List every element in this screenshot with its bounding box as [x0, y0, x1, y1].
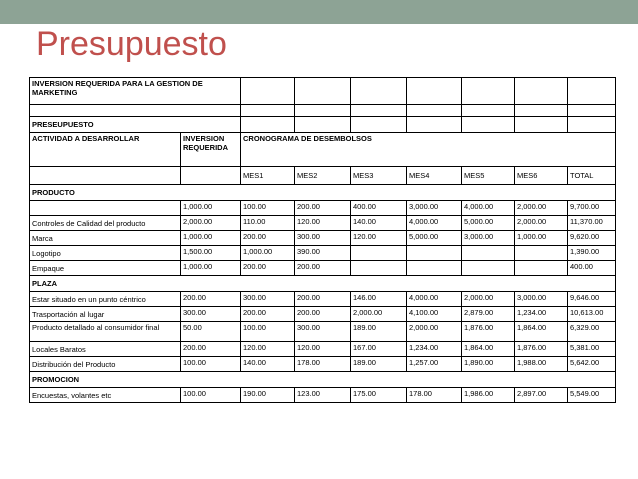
slide-accent-bar: [0, 0, 638, 24]
amount-cell: 300.00: [181, 307, 241, 322]
amount-cell: 1,864.00: [462, 342, 515, 357]
amount-cell: 178.00: [295, 357, 351, 372]
table-title-cell: INVERSION REQUERIDA PARA LA GESTION DE MARKETING: [30, 78, 241, 105]
row-label: Estar situado en un punto céntrico: [30, 292, 181, 307]
amount-cell: 100.00: [241, 201, 295, 216]
amount-cell: 200.00: [295, 201, 351, 216]
table-row: [30, 342, 616, 357]
row-label: Trasportación al lugar: [30, 307, 181, 322]
amount-cell: 140.00: [241, 357, 295, 372]
amount-cell: 2,000.00: [515, 201, 568, 216]
row-label: Producto detallado al consumidor final: [30, 322, 181, 342]
amount-cell: 5,000.00: [407, 231, 462, 246]
slide-title: Presupuesto: [36, 25, 227, 63]
total-header: TOTAL: [568, 167, 616, 185]
table-row: [30, 246, 616, 261]
amount-cell: 1,000.00: [241, 246, 295, 261]
month-header: MES4: [407, 167, 462, 185]
amount-cell: 400.00: [351, 201, 407, 216]
amount-cell: [351, 261, 407, 276]
amount-cell: 1,876.00: [515, 342, 568, 357]
month-header: MES3: [351, 167, 407, 185]
amount-cell: 189.00: [351, 322, 407, 342]
amount-cell: 2,897.00: [515, 388, 568, 403]
amount-cell: 300.00: [295, 322, 351, 342]
row-total-cell: 6,329.00: [568, 322, 616, 342]
row-total-cell: 9,620.00: [568, 231, 616, 246]
amount-cell: 4,000.00: [407, 292, 462, 307]
amount-cell: 1,988.00: [515, 357, 568, 372]
month-header: MES5: [462, 167, 515, 185]
amount-cell: 4,000.00: [407, 216, 462, 231]
schedule-header: CRONOGRAMA DE DESEMBOLSOS: [241, 133, 616, 167]
month-header: MES6: [515, 167, 568, 185]
amount-cell: 300.00: [295, 231, 351, 246]
budget-table: [29, 77, 616, 403]
amount-cell: 200.00: [181, 292, 241, 307]
row-total-cell: 5,549.00: [568, 388, 616, 403]
amount-cell: 4,100.00: [407, 307, 462, 322]
amount-cell: 200.00: [295, 307, 351, 322]
amount-cell: 200.00: [241, 261, 295, 276]
amount-cell: 200.00: [241, 231, 295, 246]
section-row: [30, 276, 616, 292]
section-title: PRODUCTO: [30, 185, 616, 201]
section-row: [30, 185, 616, 201]
row-total-cell: 11,370.00: [568, 216, 616, 231]
section-title: PROMOCION: [30, 372, 616, 388]
amount-cell: 146.00: [351, 292, 407, 307]
month-header: MES1: [241, 167, 295, 185]
amount-cell: [462, 261, 515, 276]
section-row: [30, 372, 616, 388]
row-label: Controles de Calidad del producto: [30, 216, 181, 231]
amount-cell: 1,864.00: [515, 322, 568, 342]
amount-cell: [515, 246, 568, 261]
amount-cell: 175.00: [351, 388, 407, 403]
row-label: Logotipo: [30, 246, 181, 261]
amount-cell: 140.00: [351, 216, 407, 231]
amount-cell: 2,000.00: [515, 216, 568, 231]
activity-header: ACTIVIDAD A DESARROLLAR: [30, 133, 181, 167]
amount-cell: 100.00: [181, 357, 241, 372]
amount-cell: 120.00: [241, 342, 295, 357]
row-total-cell: 1,390.00: [568, 246, 616, 261]
amount-cell: 2,000.00: [407, 322, 462, 342]
table-row: [30, 231, 616, 246]
amount-cell: 189.00: [351, 357, 407, 372]
amount-cell: 200.00: [295, 261, 351, 276]
amount-cell: [351, 246, 407, 261]
amount-cell: 1,876.00: [462, 322, 515, 342]
table-row: [30, 322, 616, 342]
amount-cell: 1,000.00: [181, 231, 241, 246]
investment-header: INVERSION REQUERIDA: [181, 133, 241, 167]
amount-cell: 3,000.00: [515, 292, 568, 307]
amount-cell: 2,000.00: [351, 307, 407, 322]
row-total-cell: 5,381.00: [568, 342, 616, 357]
amount-cell: 1,257.00: [407, 357, 462, 372]
amount-cell: 3,000.00: [407, 201, 462, 216]
amount-cell: 167.00: [351, 342, 407, 357]
amount-cell: 2,000.00: [181, 216, 241, 231]
row-total-cell: 9,646.00: [568, 292, 616, 307]
table-row: [30, 201, 616, 216]
row-total-cell: 400.00: [568, 261, 616, 276]
row-label: [30, 201, 181, 216]
amount-cell: 2,000.00: [462, 292, 515, 307]
row-total-cell: 5,642.00: [568, 357, 616, 372]
amount-cell: 50.00: [181, 322, 241, 342]
amount-cell: 1,000.00: [515, 231, 568, 246]
row-total-cell: 10,613.00: [568, 307, 616, 322]
amount-cell: 1,000.00: [181, 201, 241, 216]
section-title: PLAZA: [30, 276, 616, 292]
amount-cell: 178.00: [407, 388, 462, 403]
amount-cell: 200.00: [295, 292, 351, 307]
amount-cell: 1,890.00: [462, 357, 515, 372]
amount-cell: 100.00: [241, 322, 295, 342]
amount-cell: 100.00: [181, 388, 241, 403]
amount-cell: 200.00: [241, 307, 295, 322]
amount-cell: [515, 261, 568, 276]
amount-cell: [462, 246, 515, 261]
amount-cell: 1,234.00: [407, 342, 462, 357]
table-row: [30, 216, 616, 231]
budget-label-cell: PRESEUPUESTO: [30, 117, 241, 133]
row-label: Marca: [30, 231, 181, 246]
amount-cell: 3,000.00: [462, 231, 515, 246]
amount-cell: 110.00: [241, 216, 295, 231]
table-row: [30, 292, 616, 307]
row-label: Empaque: [30, 261, 181, 276]
table-row: [30, 261, 616, 276]
row-total-cell: 9,700.00: [568, 201, 616, 216]
amount-cell: 190.00: [241, 388, 295, 403]
amount-cell: 1,986.00: [462, 388, 515, 403]
row-label: Distribución del Producto: [30, 357, 181, 372]
amount-cell: 120.00: [295, 342, 351, 357]
amount-cell: [407, 246, 462, 261]
amount-cell: 1,000.00: [181, 261, 241, 276]
month-header: MES2: [295, 167, 351, 185]
amount-cell: 123.00: [295, 388, 351, 403]
table-row: [30, 388, 616, 403]
amount-cell: 200.00: [181, 342, 241, 357]
amount-cell: [407, 261, 462, 276]
amount-cell: 1,234.00: [515, 307, 568, 322]
amount-cell: 5,000.00: [462, 216, 515, 231]
table-row: [30, 357, 616, 372]
row-label: Encuestas, volantes etc: [30, 388, 181, 403]
amount-cell: 300.00: [241, 292, 295, 307]
amount-cell: 390.00: [295, 246, 351, 261]
amount-cell: 2,879.00: [462, 307, 515, 322]
amount-cell: 4,000.00: [462, 201, 515, 216]
amount-cell: 1,500.00: [181, 246, 241, 261]
amount-cell: 120.00: [351, 231, 407, 246]
amount-cell: 120.00: [295, 216, 351, 231]
table-row: [30, 307, 616, 322]
row-label: Locales Baratos: [30, 342, 181, 357]
